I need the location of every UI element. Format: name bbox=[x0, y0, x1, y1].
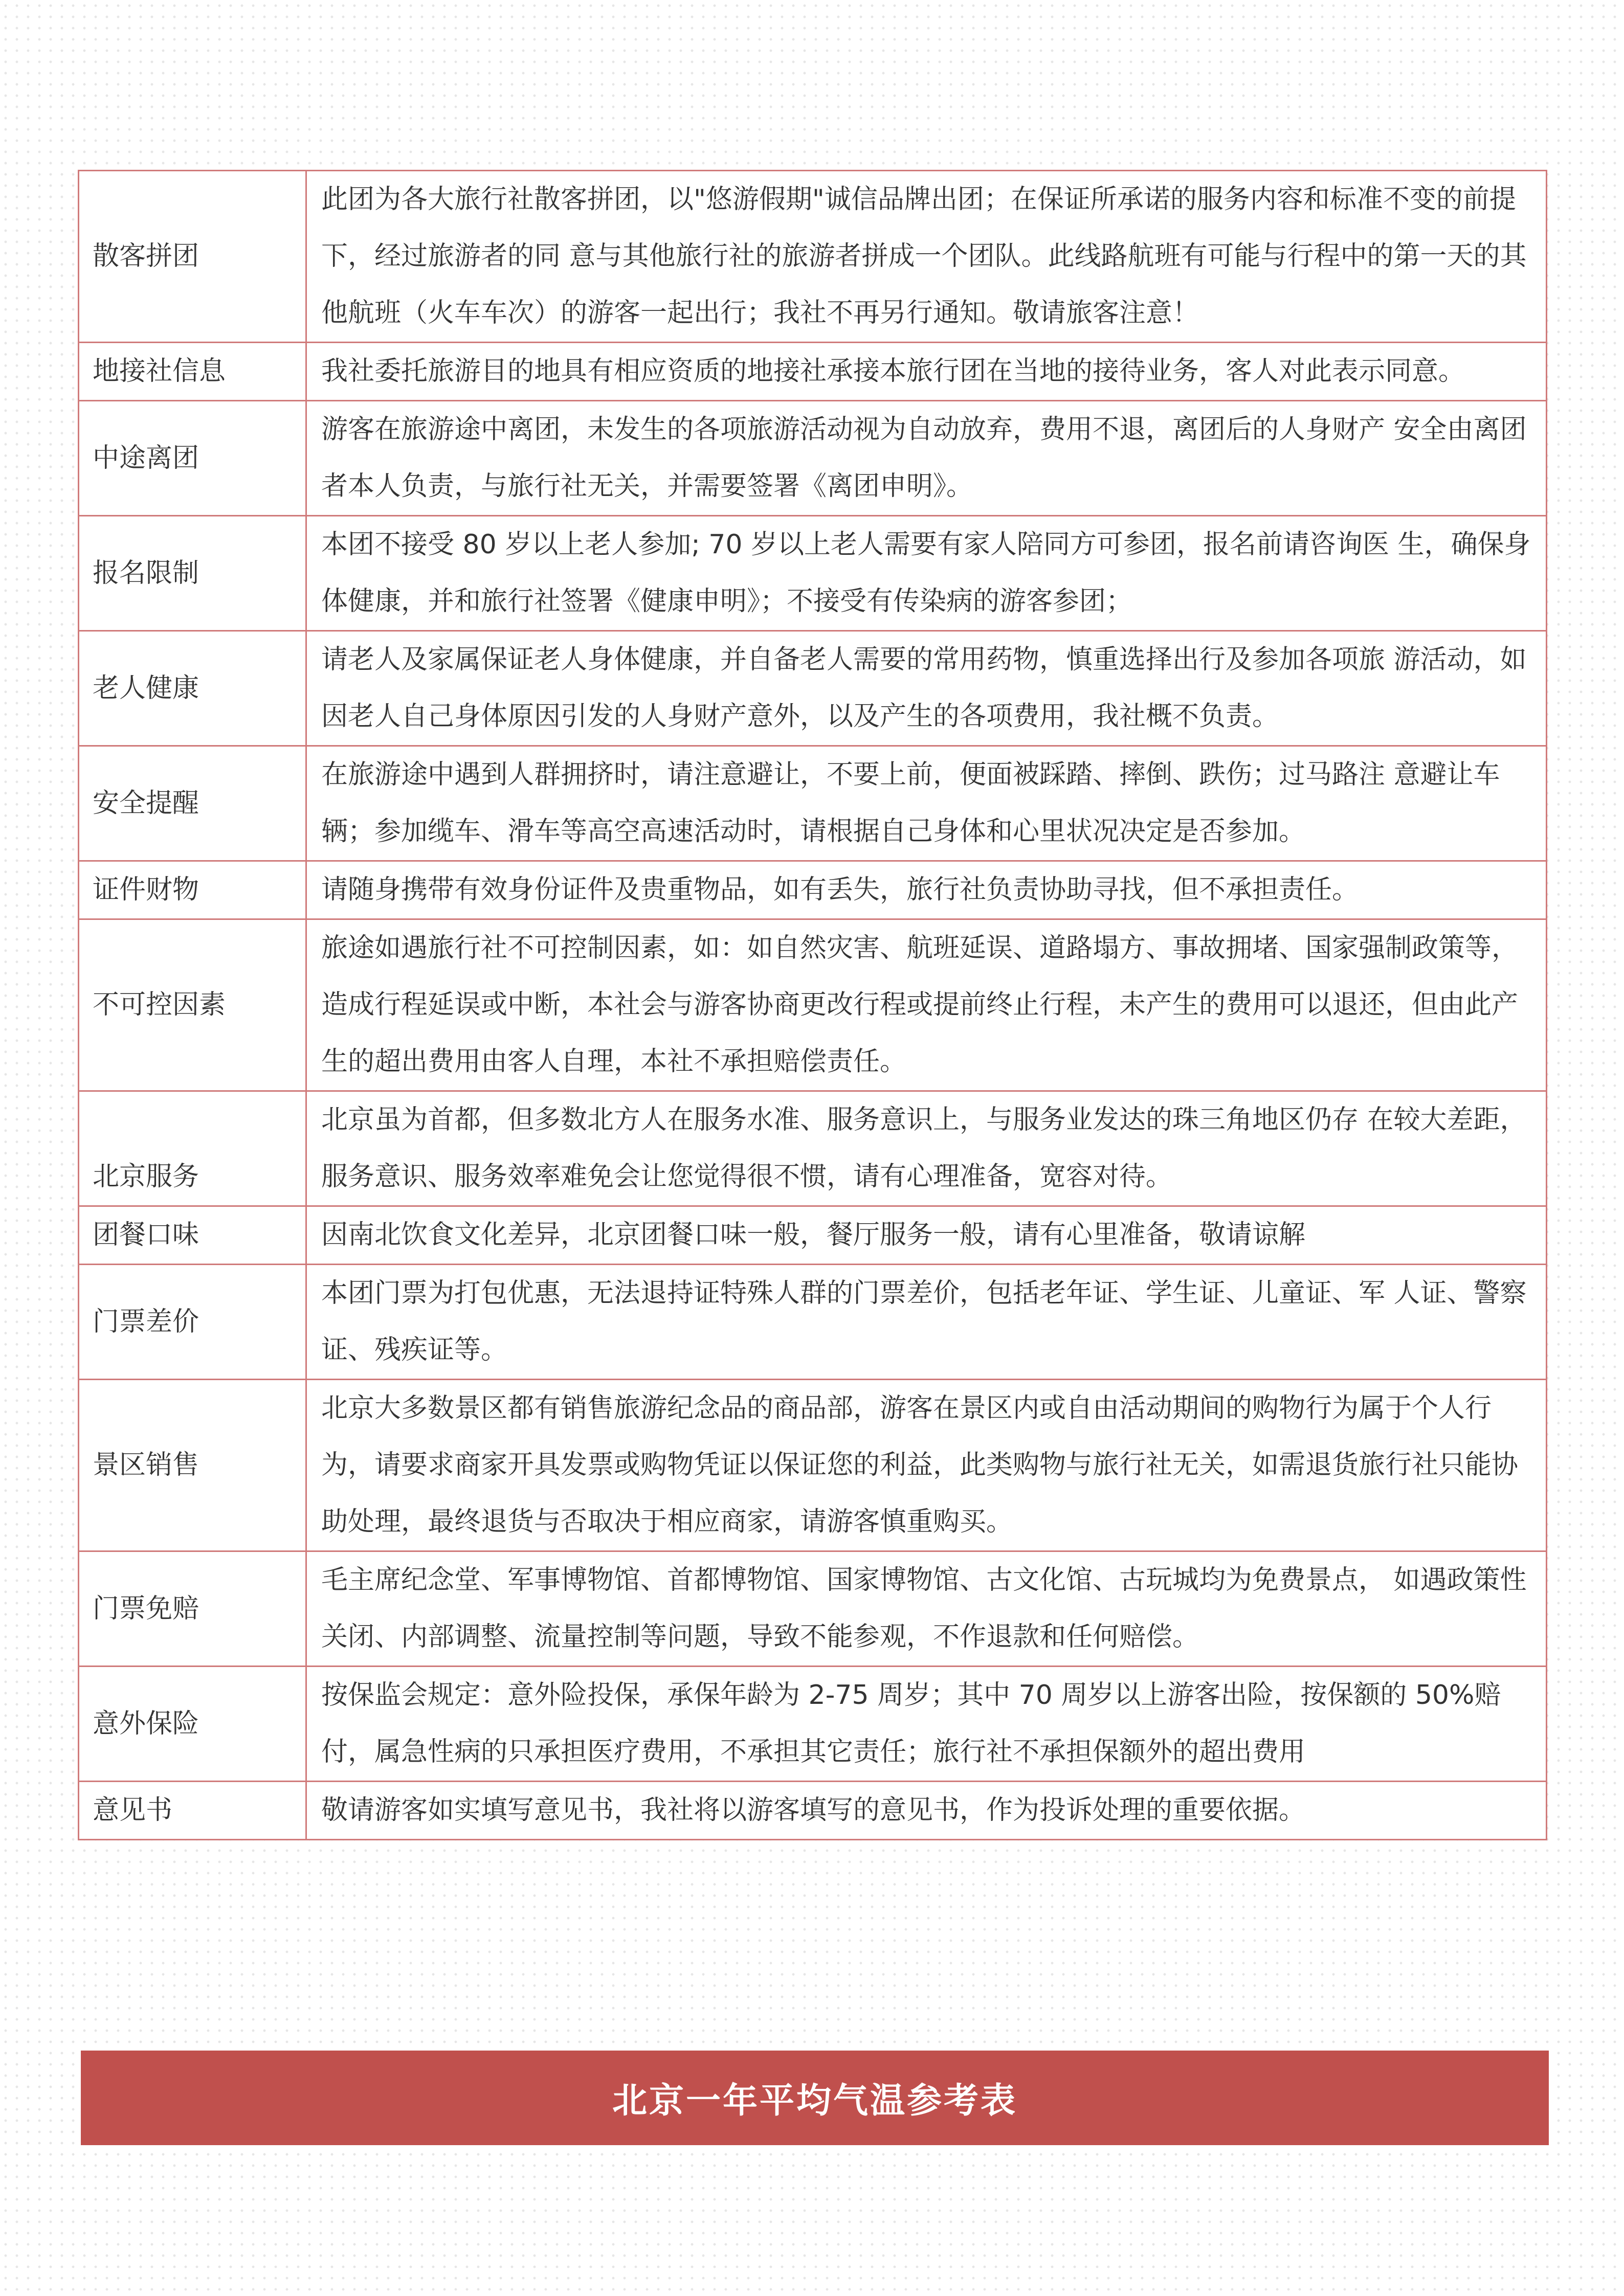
row-content: 请随身携带有效身份证件及贵重物品，如有丢失，旅行社负责协助寻找，但不承担责任。 bbox=[306, 861, 1547, 919]
row-content: 旅途如遇旅行社不可控制因素，如：如自然灾害、航班延误、道路塌方、事故拥堵、国家强制政策等，造成行程延误或中断，本社会与游客协商更改行程或提前终止行程，未产生的费用可以退还，但由此产生的超出费用由客人自理，本社不承担赔偿责任。 bbox=[306, 919, 1547, 1091]
table-row bbox=[79, 1265, 1547, 1380]
row-content: 在旅游途中遇到人群拥挤时，请注意避让，不要上前，便面被踩踏、摔倒、跌伤；过马路注 意避让车辆；参加缆车、滑车等高空高速活动时，请根据自己身体和心里状况决定是否参加。 bbox=[306, 746, 1547, 861]
table-row bbox=[79, 1206, 1547, 1265]
travel-notice-table bbox=[78, 170, 1547, 1840]
table-row bbox=[79, 1782, 1547, 1840]
table-row bbox=[79, 1091, 1547, 1206]
row-label: 意外保险 bbox=[79, 1667, 306, 1782]
row-content: 因南北饮食文化差异，北京团餐口味一般，餐厅服务一般，请有心里准备，敬请谅解 bbox=[306, 1206, 1547, 1265]
row-content: 北京虽为首都，但多数北方人在服务水准、服务意识上，与服务业发达的珠三角地区仍存 在较大差距，服务意识、服务效率难免会让您觉得很不惯，请有心理准备，宽容对待。 bbox=[306, 1091, 1547, 1206]
table-row bbox=[79, 631, 1547, 746]
table-row bbox=[79, 919, 1547, 1091]
row-label: 证件财物 bbox=[79, 861, 306, 919]
table-row bbox=[79, 171, 1547, 343]
table-row bbox=[79, 1551, 1547, 1667]
table-row bbox=[79, 516, 1547, 631]
row-label: 景区销售 bbox=[79, 1380, 306, 1551]
row-label: 老人健康 bbox=[79, 631, 306, 746]
row-label: 不可控因素 bbox=[79, 919, 306, 1091]
row-content: 本团门票为打包优惠，无法退持证特殊人群的门票差价，包括老年证、学生证、儿童证、军 人证、警察证、残疾证等。 bbox=[306, 1265, 1547, 1380]
banner-title: 北京一年平均气温参考表 bbox=[612, 2081, 1017, 2121]
table-row bbox=[79, 1380, 1547, 1551]
table-row bbox=[79, 401, 1547, 516]
section-banner bbox=[81, 2051, 1549, 2145]
row-label: 地接社信息 bbox=[79, 343, 306, 401]
table-row bbox=[79, 746, 1547, 861]
row-content: 请老人及家属保证老人身体健康，并自备老人需要的常用药物，慎重选择出行及参加各项旅 游活动，如因老人自己身体原因引发的人身财产意外，以及产生的各项费用，我社概不负责。 bbox=[306, 631, 1547, 746]
row-label: 中途离团 bbox=[79, 401, 306, 516]
table-row bbox=[79, 343, 1547, 401]
row-content: 北京大多数景区都有销售旅游纪念品的商品部，游客在景区内或自由活动期间的购物行为属于个人行为，请要求商家开具发票或购物凭证以保证您的利益，此类购物与旅行社无关，如需退货旅行社只能协助处理，最终退货与否取决于相应商家，请游客慎重购买。 bbox=[306, 1380, 1547, 1551]
row-content: 游客在旅游途中离团，未发生的各项旅游活动视为自动放弃，费用不退，离团后的人身财产 安全由离团者本人负责，与旅行社无关，并需要签署《离团申明》。 bbox=[306, 401, 1547, 516]
row-label: 意见书 bbox=[79, 1782, 306, 1840]
table-row bbox=[79, 861, 1547, 919]
row-label: 安全提醒 bbox=[79, 746, 306, 861]
row-content: 我社委托旅游目的地具有相应资质的地接社承接本旅行团在当地的接待业务，客人对此表示同意。 bbox=[306, 343, 1547, 401]
row-label: 报名限制 bbox=[79, 516, 306, 631]
row-label: 散客拼团 bbox=[79, 171, 306, 343]
row-content: 按保监会规定：意外险投保，承保年龄为 2-75 周岁；其中 70 周岁以上游客出险，按保额的 50%赔付，属急性病的只承担医疗费用，不承担其它责任；旅行社不承担保额外的超出费用 bbox=[306, 1667, 1547, 1782]
row-content: 毛主席纪念堂、军事博物馆、首都博物馆、国家博物馆、古文化馆、古玩城均为免费景点， 如遇政策性关闭、内部调整、流量控制等问题，导致不能参观，不作退款和任何赔偿。 bbox=[306, 1551, 1547, 1667]
row-label: 北京服务 bbox=[79, 1091, 306, 1206]
row-content: 本团不接受 80 岁以上老人参加; 70 岁以上老人需要有家人陪同方可参团，报名前请咨询医 生，确保身体健康，并和旅行社签署《健康申明》；不接受有传染病的游客参团； bbox=[306, 516, 1547, 631]
row-label: 门票差价 bbox=[79, 1265, 306, 1380]
row-label: 团餐口味 bbox=[79, 1206, 306, 1265]
row-content: 此团为各大旅行社散客拼团，以"悠游假期"诚信品牌出团；在保证所承诺的服务内容和标准不变的前提下，经过旅游者的同 意与其他旅行社的旅游者拼成一个团队。此线路航班有可能与行程中的第一天的其他航班（火车车次）的游客一起出行；我社不再另行通知。敬请旅客注意！ bbox=[306, 171, 1547, 343]
row-content: 敬请游客如实填写意见书，我社将以游客填写的意见书，作为投诉处理的重要依据。 bbox=[306, 1782, 1547, 1840]
table-row bbox=[79, 1667, 1547, 1782]
row-label: 门票免赔 bbox=[79, 1551, 306, 1667]
